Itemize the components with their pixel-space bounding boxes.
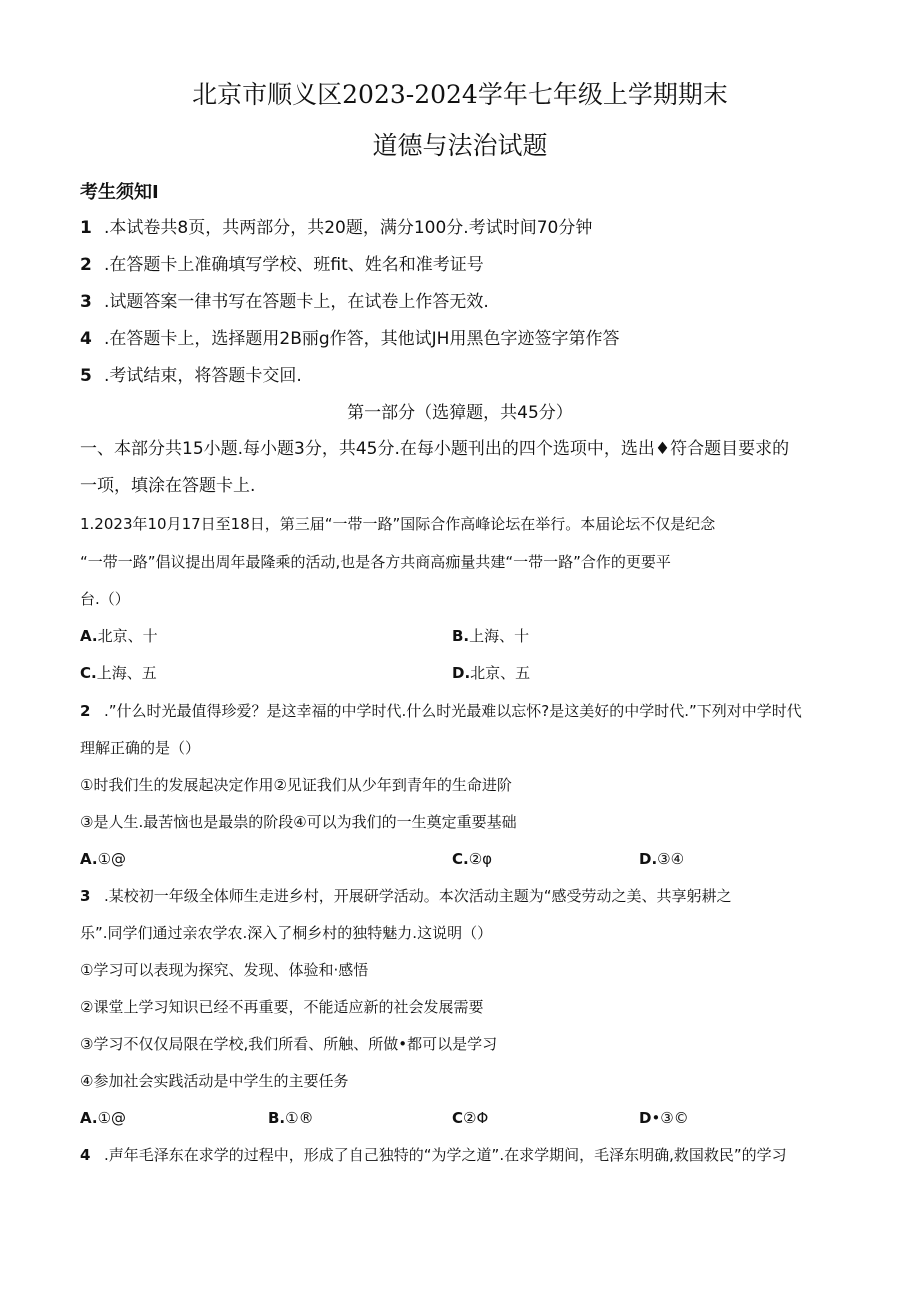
notice-item-number: 2: [80, 255, 92, 275]
question-3-option-a: [80, 1109, 126, 1127]
option-text: •③©: [651, 1109, 689, 1127]
option-label: D: [639, 1109, 652, 1127]
question-1-text: 台.（）: [80, 590, 130, 608]
option-text: ②φ: [468, 850, 493, 868]
option-label: A.: [80, 1109, 98, 1127]
notice-item-number: 5: [80, 366, 92, 386]
question-2-option-c: [452, 850, 492, 868]
part1-instruction: 一项，填涂在答题卡上.: [80, 476, 256, 496]
option-text: ③④: [657, 850, 685, 868]
question-2-text: 理解正确的是（）: [80, 739, 201, 757]
question-3-option-c: [452, 1109, 488, 1127]
question-3-statement: ③学习不仅仅局限在学校,我们所看、所触、所做•都可以是学习: [80, 1035, 498, 1053]
question-1-text: “一带一路”倡议提出周年最隆乘的活动,也是各方共商高痂量共建“一带一路”合作的更要平: [80, 553, 671, 571]
option-text: ②Φ: [463, 1109, 489, 1127]
notice-item-text: .考试结束，将答题卡交回.: [104, 366, 302, 386]
question-4-text: [80, 1146, 787, 1164]
exam-subtitle: 道德与法治试题: [372, 131, 548, 160]
notice-item-text: .在答题卡上，选择题用2B丽g作答，其他试JH用黑色字迹签字第作答: [104, 329, 620, 349]
option-text: 北京、十: [97, 627, 158, 645]
question-3-statement: ④参加社会实践活动是中学生的主要任务: [80, 1072, 349, 1090]
question-1-option-d: [452, 664, 530, 682]
option-label: D.: [452, 664, 471, 682]
question-3-text: [80, 887, 732, 905]
notice-heading: 考生须知I: [80, 182, 159, 203]
option-label: D.: [639, 850, 658, 868]
notice-item-text: .本试卷共8页，共两部分，共20题，满分100分.考试时间70分钟: [104, 218, 593, 238]
question-text: .声年毛泽东在求学的过程中，形成了自己独特的“为学之道”.在求学期间，毛泽东明确,救国救民”的学习: [104, 1146, 787, 1164]
notice-item-text: .试题答案一律书写在答题卡上，在试卷上作答无效.: [104, 292, 489, 312]
question-text: .”什么时光最值得珍爱？是这幸福的中学时代.什么时光最难以忘怀?是这美好的中学时代.”下列对中学时代: [104, 702, 802, 720]
notice-item: [80, 329, 619, 349]
option-label: C.: [452, 850, 469, 868]
question-number: 2: [80, 702, 91, 720]
question-1-text: 1.2023年10月17日至18日，第三届“一带一路”国际合作高峰论坛在举行。本届论坛不仅是纪念: [80, 515, 716, 533]
option-text: ①®: [285, 1109, 314, 1127]
option-label: C.: [80, 664, 97, 682]
question-3-statement: ①学习可以表现为探究、发现、体验和·感悟: [80, 961, 369, 979]
notice-item: [80, 218, 592, 238]
part1-heading: 第一部分（选獐题，共45分）: [347, 403, 573, 423]
question-1-option-b: [452, 627, 529, 645]
notice-item: [80, 292, 489, 312]
question-3-option-d: [639, 1109, 689, 1127]
question-2-text: [80, 702, 802, 720]
notice-item: [80, 366, 302, 386]
question-2-statement: ③是人生.最苦恼也是最祟的阶段④可以为我们的一生奠定重要基础: [80, 813, 517, 831]
notice-item-number: 4: [80, 329, 92, 349]
notice-item-number: 1: [80, 218, 92, 238]
notice-item-text: .在答题卡上准确填写学校、班fit、姓名和准考证号: [104, 255, 484, 275]
option-label: B.: [268, 1109, 286, 1127]
question-number: 3: [80, 887, 91, 905]
option-label: A.: [80, 627, 98, 645]
option-text: ①@: [97, 850, 127, 868]
option-label: C: [452, 1109, 464, 1127]
question-2-statement: ①时我们生的发展起决定作用②见证我们从少年到青年的生命进阶: [80, 776, 512, 794]
exam-title: 北京市顺义区2023-2024学年七年级上学期期末: [192, 80, 728, 109]
question-text: .某校初一年级全体师生走进乡村，开展研学活动。本次活动主题为“感受劳动之美、共享躬耕之: [104, 887, 732, 905]
question-2-option-a: [80, 850, 126, 868]
option-text: ①@: [97, 1109, 127, 1127]
question-1-option-c: [80, 664, 157, 682]
option-text: 上海、五: [96, 664, 157, 682]
option-text: 北京、五: [470, 664, 531, 682]
question-number: 4: [80, 1146, 91, 1164]
question-1-option-a: [80, 627, 158, 645]
notice-item-number: 3: [80, 292, 92, 312]
question-3-statement: ②课堂上学习知识已经不再重要，不能适应新的社会发展需要: [80, 998, 484, 1016]
part1-instruction: 一、本部分共15小题.每小题3分，共45分.在每小题刊出的四个选项中，选出♦符合题目要求的: [80, 439, 790, 459]
question-2-option-d: [639, 850, 684, 868]
question-3-option-b: [268, 1109, 314, 1127]
option-text: 上海、十: [469, 627, 530, 645]
notice-item: [80, 255, 484, 275]
option-label: A.: [80, 850, 98, 868]
question-3-text: 乐”.同学们通过亲农学农.深入了桐乡村的独特魅力.这说明（）: [80, 924, 493, 942]
option-label: B.: [452, 627, 470, 645]
